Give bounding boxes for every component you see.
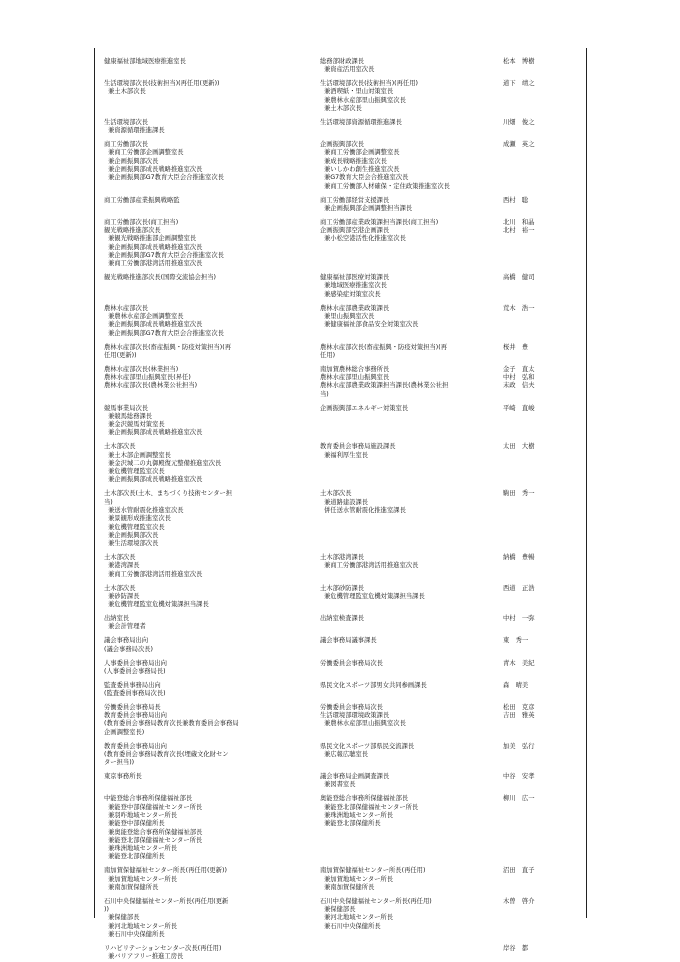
new-position: [320, 554, 500, 571]
previous-position: [104, 773, 304, 781]
previous-position-line: 兼企画振興部次長: [104, 531, 159, 539]
previous-position-line: 監査委員事務局出向: [104, 681, 161, 689]
previous-position-line: 兼危機管理監室次長: [104, 468, 165, 476]
new-position: [320, 660, 500, 668]
previous-position-line: 兼景観形成推進室次長: [104, 515, 171, 523]
person-name: 太田 大樹: [503, 443, 535, 451]
left-rule: [94, 48, 95, 918]
previous-position-line: (議会事務局次長): [104, 645, 153, 653]
previous-position-line: 教育委員会事務局出向: [104, 742, 167, 750]
previous-position-line: 農林水産部次長(農林業公社担当): [104, 382, 198, 390]
new-position: [320, 119, 500, 127]
previous-position-line: 南加賀保健福祉センター所長(再任用(更新)): [104, 867, 227, 875]
previous-position-line: 兼商工労働部港湾活用推進室次長: [104, 260, 203, 268]
new-position-line: 兼加賀地域センター所長: [320, 875, 394, 883]
new-position: [320, 682, 500, 690]
previous-position-line: 兼南加賀保健所長: [104, 883, 159, 891]
previous-position-line: 兼企画振興部G7教育大臣会合推進室次長: [104, 174, 224, 182]
previous-position-line: (人事委員会事務局長): [104, 667, 166, 675]
previous-position-line: 石川中央保健福祉センター所長(再任用(更新: [104, 897, 229, 905]
previous-position-line: 兼砂防課長: [104, 592, 140, 600]
previous-position: [104, 443, 304, 484]
new-position-line: 労働委員会事務局次長: [320, 703, 383, 711]
previous-position: [104, 637, 304, 654]
new-position-line: 兼図書室長: [320, 781, 356, 789]
previous-position-line: 兼珠洲地域センター所長: [104, 845, 178, 853]
previous-position: [104, 197, 304, 205]
previous-position-line: 兼送水管耐震化推進室次長: [104, 506, 184, 514]
new-position-line: 企画振興部次長: [320, 141, 365, 149]
previous-position-line: 兼能登中部保健所長: [104, 820, 165, 828]
previous-position-line: )): [104, 906, 109, 914]
previous-position-line: 商工労働部産業振興戦略監: [104, 196, 180, 204]
new-position: [320, 615, 500, 623]
person-name: 松本 博樹: [503, 58, 535, 65]
new-position: [320, 443, 500, 460]
new-position-line: 兼能登北部保健所長: [320, 820, 381, 828]
previous-position-line: 兼土木部次長: [104, 88, 146, 96]
new-position-line: 併任送水管耐震化推進室課長: [320, 506, 406, 514]
previous-position-line: 土木部次長(土木、まちづくり技術センター担: [104, 490, 233, 498]
new-position: [320, 704, 500, 729]
new-position-line: 兼農林水産部里山振興室次長: [320, 96, 406, 104]
previous-position-line: 農林水産部次長: [104, 304, 149, 312]
person-name: 川畑 俊之: [503, 119, 535, 126]
new-position-line: 議会事務局議事課長: [320, 637, 377, 645]
new-position: [320, 305, 500, 330]
new-position: [320, 795, 500, 828]
previous-position: [104, 795, 304, 861]
previous-position-line: 兼農林水産部企画調整室長: [104, 312, 184, 320]
previous-position-line: 土木部次長: [104, 443, 136, 451]
previous-position-line: 観光戦略推進部次長(国際交流協会担当): [104, 274, 216, 282]
previous-position-line: 兼企画振興部G7教育大臣会合推進室次長: [104, 251, 224, 259]
new-position-line: 兼能登北部保健福祉センター所長: [320, 803, 419, 811]
new-position-line: 兼成長戦略推進室次長: [320, 157, 387, 165]
new-position-line: 生活環境部次長(技術担当)(再任用): [320, 80, 418, 88]
previous-position-line: (監査委員事務局次長): [104, 689, 166, 697]
new-position-line: 健康福祉部医療対策課長: [320, 274, 390, 282]
previous-position: [104, 141, 304, 182]
new-position-line: 兼珠洲地域センター所長: [320, 811, 394, 819]
person-name: 松田 克彦 吉田 雅英: [503, 703, 535, 720]
new-position-line: 兼酒喫紙・里山対策室長: [320, 88, 394, 96]
previous-position-line: 兼企画振興部成長戦略推進室次長: [104, 243, 203, 251]
previous-position-line: 兼企画振興部成長戦略推進室次長: [104, 166, 203, 174]
previous-position-line: 兼保健部長: [104, 914, 140, 922]
new-position-line: 生活環境部環境政策課長: [320, 712, 390, 720]
person-name: 桜井 豊: [503, 343, 529, 351]
previous-position-line: 兼競馬総務課長: [104, 412, 153, 420]
previous-position-line: 農林水産部里山振興室長(昇任): [104, 373, 191, 381]
previous-position: [104, 344, 304, 361]
person-name: 荒木 浩一: [503, 304, 535, 312]
previous-position-line: 任用(更新)): [104, 351, 137, 359]
previous-position-line: 競馬事業局次長: [104, 404, 149, 412]
previous-position-line: 兼危機管理監室次長: [104, 523, 165, 531]
right-rule: [586, 48, 587, 918]
person-name: 成瀬 英之: [503, 141, 535, 149]
new-position-line: 南加賀保健福祉センター所長(再任用): [320, 867, 426, 875]
person-name: 納橋 豊暢: [503, 554, 535, 562]
person-name: 岸谷 都: [503, 945, 529, 952]
new-position-line: 当): [320, 390, 329, 398]
previous-position-line: 兼港湾課長: [104, 562, 140, 570]
new-position-line: 兼福利厚生室長: [320, 451, 369, 459]
person-name: 中谷 安孝: [503, 773, 535, 781]
new-position-line: 兼いしかわ創生推進室次長: [320, 166, 400, 174]
previous-position-line: 兼商工労働部港湾活用推進室次長: [104, 570, 203, 578]
new-position-line: 兼G7教育大臣会合推進室次長: [320, 174, 409, 182]
person-name: 西村 聡: [503, 196, 529, 204]
person-name: 金子 直太 中村 弘和 末政 信夫: [503, 365, 535, 390]
new-position-line: 出納室検査課長: [320, 615, 365, 623]
new-position: [320, 867, 500, 892]
new-position: [320, 490, 500, 515]
new-position-line: 任用): [320, 351, 336, 359]
person-name: 道下 靖之: [503, 80, 535, 88]
person-name: 木曽 啓介: [503, 897, 535, 905]
new-position-line: 商工労働部産業政策課担当課長(商工担当): [320, 218, 439, 226]
previous-position-line: 兼商工労働部企画調整室長: [104, 149, 184, 157]
previous-position-line: 兼石川中央保健所長: [104, 931, 165, 939]
previous-position: [104, 366, 304, 391]
previous-position-line: 兼企画振興部成長戦略推進室次長: [104, 476, 203, 484]
person-name: 西道 正浩: [503, 584, 535, 592]
previous-position-line: 議会事務局出向: [104, 637, 149, 645]
previous-position-line: 教育委員会事務局出向: [104, 712, 167, 720]
new-position-line: 兼広報広聴室長: [320, 750, 369, 758]
previous-position-line: 健康福祉部地域医療推進室長: [104, 58, 186, 65]
previous-position-line: 農林水産部次長(林業担当): [104, 365, 179, 373]
previous-position-line: 当): [104, 498, 113, 506]
new-position-line: 兼商工労働部企画調整室長: [320, 149, 400, 157]
previous-position-line: 兼観光戦略推進部企画調整室長: [104, 235, 197, 243]
new-position-line: 農林水産部農業政策課担当課長(農林業公社担: [320, 382, 449, 390]
new-position-line: 土木部砂防課長: [320, 584, 365, 592]
previous-position-line: 兼企画振興部成長戦略推進室次長: [104, 429, 203, 437]
new-position-line: 兼土木部次長: [320, 105, 362, 113]
previous-position: [104, 660, 304, 677]
previous-position-line: 農林水産部次長(畜産振興・防疫対策担当)(再: [104, 343, 232, 351]
new-position-line: 兼感染症対策室次長: [320, 290, 381, 298]
new-position-line: 労働委員会事務局次長: [320, 659, 383, 667]
previous-position: [104, 945, 304, 962]
new-position-line: 教育委員会事務局施設課長: [320, 443, 396, 451]
new-position-line: 商工労働部経営支援課長: [320, 196, 390, 204]
previous-position: [104, 743, 304, 768]
previous-position: [104, 585, 304, 610]
new-position-line: 県民文化スポーツ部県民交流課長: [320, 742, 415, 750]
new-position: [320, 344, 500, 361]
new-position-line: 企画振興部エネルギー対策室長: [320, 404, 409, 412]
new-position-line: 企画振興部空港企画課長: [320, 227, 390, 235]
new-position-line: 農林水産部次長(畜産振興・防疫対策担当)(再: [320, 343, 448, 351]
previous-position-line: ター担当)): [104, 759, 135, 767]
new-position-line: 兼危機管理監室危機対策課担当課長: [320, 592, 425, 600]
previous-position-line: 労働委員会事務局長: [104, 703, 161, 711]
previous-position: [104, 704, 304, 737]
new-position-line: 兼地域医療推進室次長: [320, 282, 387, 290]
new-position-line: 兼資産活用室次長: [320, 66, 375, 74]
new-position: [320, 743, 500, 760]
previous-position-line: 兼奥能登総合事務所保健福祉部長: [104, 828, 203, 836]
person-name: 高橋 健司: [503, 274, 535, 282]
new-position-line: 土木部港湾課長: [320, 554, 365, 562]
person-name: 加美 弘行: [503, 742, 535, 750]
new-position-line: 兼小松空港活性化推進室次長: [320, 235, 406, 243]
previous-position-line: 兼羽咋地域センター所長: [104, 811, 178, 819]
previous-position: [104, 867, 304, 892]
new-position-line: 農林水産部里山振興室長: [320, 373, 390, 381]
new-position-line: 兼里山振興室次長: [320, 312, 375, 320]
person-name: 駒田 秀一: [503, 490, 535, 498]
new-position: [320, 366, 500, 399]
previous-position: [104, 682, 304, 699]
previous-position: [104, 898, 304, 939]
person-name: 中村 一弥: [503, 615, 535, 623]
previous-position-line: 兼河北地域センター所長: [104, 922, 178, 930]
previous-position-line: 兼能登北部保健福祉センター所長: [104, 836, 203, 844]
new-position-line: 兼保健部長: [320, 906, 356, 914]
previous-position: [104, 490, 304, 548]
new-position-line: 兼道路建設課長: [320, 498, 369, 506]
previous-position-line: 企画調整室長): [104, 728, 145, 736]
previous-position-line: 兼加賀地域センター所長: [104, 875, 178, 883]
previous-position-line: 兼企画振興部次長: [104, 157, 159, 165]
new-position-line: 石川中央保健福祉センター所長(再任用): [320, 897, 432, 905]
new-position: [320, 585, 500, 602]
person-name: 東 秀一: [503, 637, 529, 645]
person-name: 柳川 広一: [503, 795, 535, 803]
previous-position-line: 人事委員会事務局出向: [104, 659, 167, 667]
new-position-line: 農林水産部農業政策課長: [320, 304, 390, 312]
new-position: [320, 80, 500, 113]
previous-position-line: 中能登総合事務所保健福祉部長: [104, 795, 193, 803]
previous-position: [104, 554, 304, 579]
new-position-line: 議会事務局企画調査課長: [320, 773, 390, 781]
previous-position-line: 生活環境部次長(技術担当)(再任用(更新)): [104, 80, 220, 88]
previous-position-line: 土木部次長: [104, 554, 136, 562]
new-position-line: 県民文化スポーツ部男女共同参画課長: [320, 681, 427, 689]
new-position: [320, 637, 500, 645]
previous-position-line: 観光戦略推進部次長: [104, 227, 161, 235]
previous-position-line: 出納室長: [104, 615, 130, 623]
new-position-line: 兼商工労働部港湾活用推進室次長: [320, 562, 419, 570]
previous-position-line: 兼会計管理者: [104, 623, 146, 631]
new-position-line: 生活環境部資源循環推進課長: [320, 119, 402, 126]
previous-position-line: 兼バリアフリー推進工房長: [104, 953, 184, 961]
previous-position-line: 東京事務所長: [104, 773, 142, 781]
previous-position-line: 商工労働部次長: [104, 141, 149, 149]
previous-position-line: 生活環境部次長: [104, 119, 149, 126]
person-name: 森 晴美: [503, 681, 529, 689]
previous-position: [104, 274, 304, 282]
previous-position: [104, 305, 304, 338]
new-position-line: 兼河北地域センター所長: [320, 914, 394, 922]
previous-position-line: 兼企画振興部G7教育大臣会合推進室次長: [104, 329, 224, 337]
new-position-line: 兼農林水産部里山振興室次長: [320, 720, 406, 728]
new-position: [320, 58, 500, 75]
new-position: [320, 274, 500, 299]
new-position-line: 土木部次長: [320, 490, 352, 498]
person-name: 北川 和晶 北村 裕一: [503, 218, 535, 235]
new-position-line: 南加賀農林総合事務所長: [320, 365, 390, 373]
previous-position: [104, 615, 304, 632]
new-position-line: 総務部財政課長: [320, 58, 365, 65]
new-position: [320, 898, 500, 931]
new-position: [320, 219, 500, 244]
previous-position-line: 商工労働部次長(商工担当): [104, 218, 179, 226]
person-name: 青木 美紀: [503, 659, 535, 667]
previous-position-line: 土木部次長: [104, 584, 136, 592]
previous-position: [104, 80, 304, 97]
previous-position-line: 兼金沢城二の丸御殿復元整備推進室次長: [104, 459, 222, 467]
new-position: [320, 197, 500, 214]
previous-position: [104, 219, 304, 269]
previous-position-line: 兼生活環境部次長: [104, 540, 159, 548]
new-position: [320, 405, 500, 413]
new-position-line: 奥能登総合事務所保健福祉部長: [320, 795, 409, 803]
person-name: 平崎 直峻: [503, 404, 535, 412]
person-name: 沼田 直子: [503, 867, 535, 875]
previous-position-line: (教育委員会事務局教育次長(埋蔵文化財セン: [104, 750, 229, 758]
new-position-line: 兼南加賀保健所長: [320, 883, 375, 891]
previous-position: [104, 58, 304, 66]
previous-position: [104, 405, 304, 438]
new-position-line: 兼健康福祉部食品安全対策室次長: [320, 321, 419, 329]
previous-position-line: 兼企画振興部成長戦略推進室次長: [104, 321, 203, 329]
previous-position-line: 兼資源循環推進課長: [104, 127, 165, 135]
previous-position: [104, 119, 304, 136]
new-position-line: 兼石川中央保健所長: [320, 922, 381, 930]
previous-position-line: 兼能登中部保健福祉センター所長: [104, 803, 203, 811]
previous-position-line: 兼能登北部保健所長: [104, 853, 165, 861]
previous-position-line: (教育委員会事務局教育次長兼教育委員会事務局: [104, 720, 239, 728]
previous-position-line: 兼土木部企画調整室長: [104, 451, 171, 459]
previous-position-line: リハビリテーションセンター次長(再任用): [104, 945, 222, 952]
previous-position-line: 兼危機管理監室危機対策課担当課長: [104, 601, 209, 609]
previous-position-line: 兼金沢競馬対策室長: [104, 421, 165, 429]
new-position: [320, 141, 500, 191]
new-position-line: 兼企画振興部企画調整担当課長: [320, 204, 413, 212]
new-position: [320, 773, 500, 790]
new-position-line: 兼商工労働部人材確保・定住政策推進室次長: [320, 182, 450, 190]
